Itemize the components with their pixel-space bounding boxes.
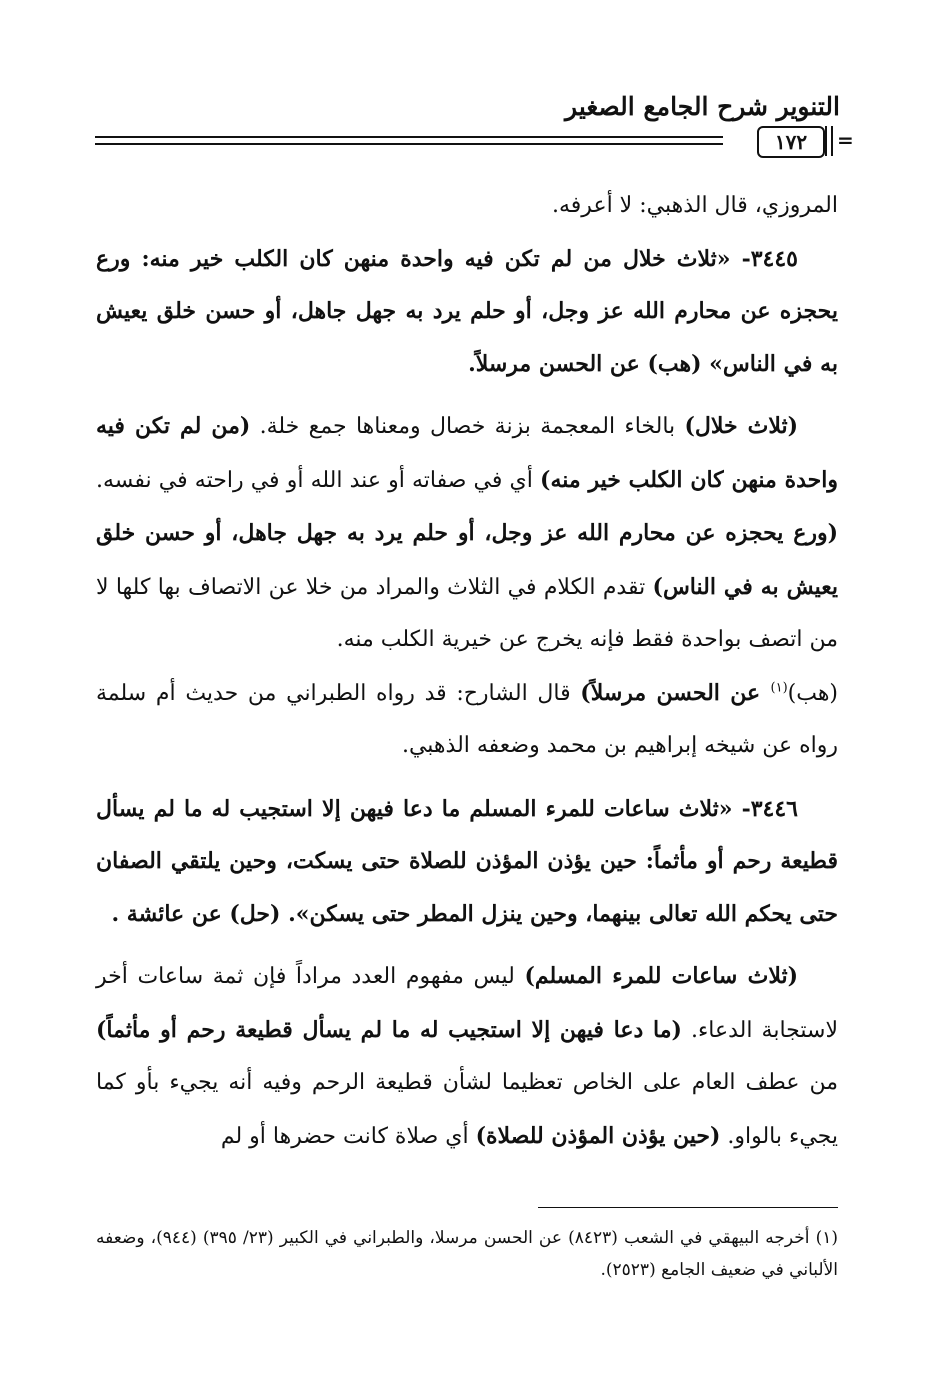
- footnote-ref: (١): [770, 680, 788, 696]
- hadith-3446: ٣٤٤٦- «ثلاث ساعات للمرء المسلم ما دعا فيهن إلا استجيب له ما لم يسأل قطيعة رحم أو مأثماً: حين يؤذن المؤذن للصلاة حتى يسكت، وحين يلتقي الصفان حتى يحكم الله تعالى بينهما، وحين ينزل المطر حتى يسكن». (حل) عن عائشة .: [96, 795, 838, 927]
- commentary-text: من عطف العام على الخاص تعظيما لشأن قطيعة الرحم وفيه أنه يجيء بأو كما يجيء بالواو.: [96, 1070, 838, 1149]
- paragraph-continuation: المروزي، قال الذهبي: لا أعرفه.: [552, 193, 838, 218]
- commentary-text: ليس مفهوم العدد مراداً فإن ثمة ساعات أخر لاستجابة الدعاء.: [96, 964, 838, 1043]
- footnote-divider: [538, 1207, 838, 1208]
- footnotes: [96, 1222, 838, 1286]
- quoted-phrase: (من لم تكن فيه واحدة منهن كان الكلب خير منه): [96, 413, 838, 493]
- commentary-text: أي صلاة كانت حضرها أو لم: [220, 1123, 476, 1149]
- quoted-phrase: (ثلاث ساعات للمرء المسلم): [524, 963, 798, 989]
- book-title: التنوير شرح الجامع الصغير: [565, 92, 840, 121]
- commentary-3445: [96, 400, 838, 667]
- quoted-phrase: (ما دعا فيهن إلا استجيب له ما لم يسأل قطيعة رحم أو مأثماً): [96, 1016, 682, 1043]
- commentary-3446: [96, 950, 838, 1163]
- quoted-phrase: (حين يؤذن المؤذن للصلاة): [475, 1122, 721, 1149]
- header-rule: [95, 136, 723, 138]
- quoted-phrase: (ورع يحجزه عن محارم الله عز وجل، أو حلم يرد به جهل جاهل، أو حسن خلق يعيش به في الناس): [96, 520, 838, 600]
- page-number: ١٧٢: [757, 126, 825, 158]
- commentary-text: أي في صفاته أو عند الله أو في راحته في نفسه.: [96, 467, 541, 493]
- source-code: (هب): [787, 680, 839, 706]
- quoted-phrase: (ثلاث خلال): [684, 413, 799, 439]
- header-rule: [95, 143, 723, 145]
- commentary-text: بالخاء المعجمة بزنة خصال ومعناها جمع خلة.: [250, 414, 685, 439]
- page-body: [96, 180, 838, 1163]
- hadith-3445: ٣٤٤٥- «ثلاث خلال من لم تكن فيه واحدة منهن كان الكلب خير منه: ورع يحجزه عن محارم الله عز وجل، أو حلم يرد به جهل جاهل، أو حسن خلق يعيش به في الناس» (هب) عن الحسن مرسلاً.: [96, 245, 838, 377]
- commentary-text: تقدم الكلام في الثلاث والمراد من خلا عن الاتصاف بها كلها لا من اتصف بواحدة فقط فإنه يخرج عن خيرية الكلب منه.: [96, 574, 838, 652]
- page-header: [95, 88, 854, 158]
- commentary-3445-source: [96, 667, 838, 773]
- quoted-phrase: عن الحسن مرسلاً): [580, 679, 771, 706]
- page-number-ornament: =: [837, 128, 854, 152]
- page-number-ornament: [825, 126, 833, 156]
- footnote-1: (١) أخرجه البيهقي في الشعب (٨٤٢٣) عن الحسن مرسلا، والطبراني في الكبير (٢٣/ ٣٩٥) (٩٤٤)، وضعفه الألباني في ضعيف الجامع (٢٥٢٣).: [96, 1228, 839, 1280]
- commentary-text: قال الشارح: قد رواه الطبراني من حديث أم سلمة رواه عن شيخه إبراهيم بن محمد وضعفه الذهبي.: [96, 680, 838, 758]
